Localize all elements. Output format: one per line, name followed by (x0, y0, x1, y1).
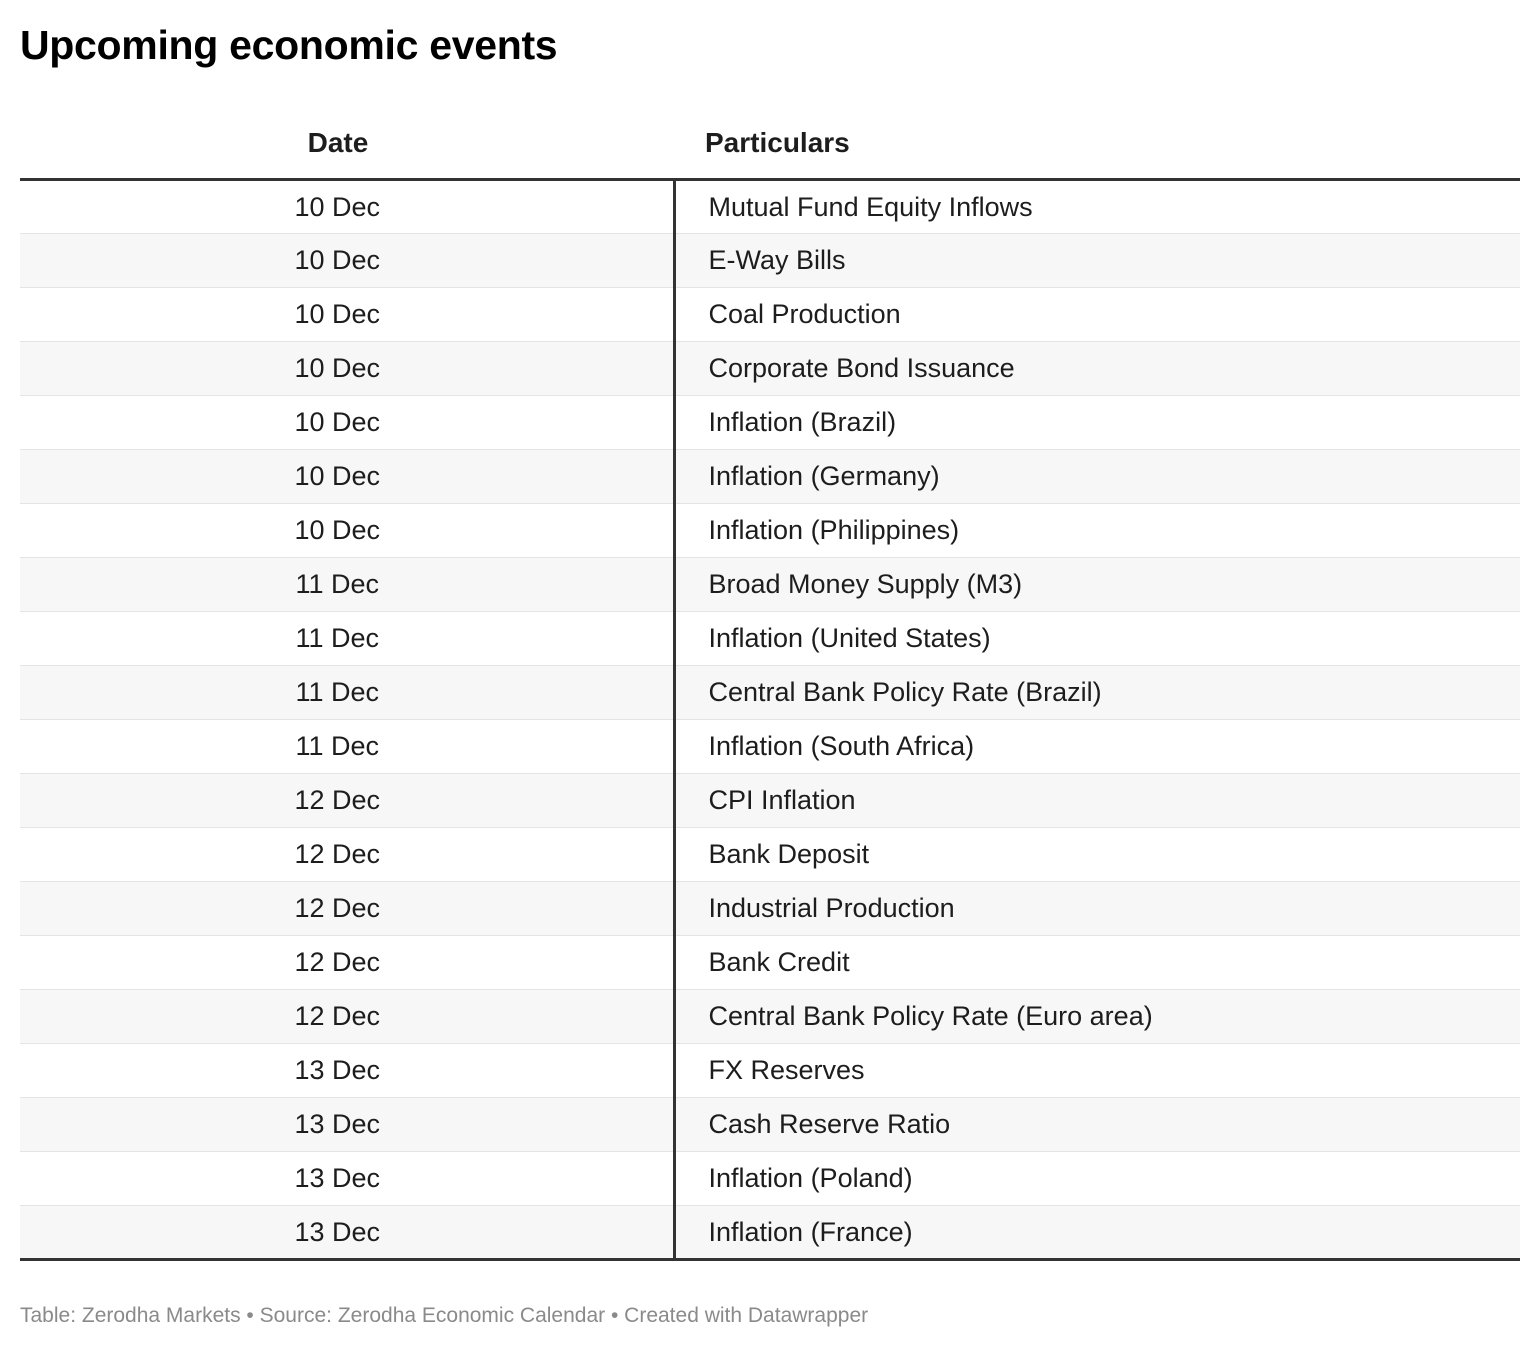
page-title: Upcoming economic events (20, 22, 558, 68)
date-cell: 10 Dec (20, 450, 674, 504)
particulars-cell: Inflation (Germany) (674, 450, 1520, 504)
particulars-cell: Central Bank Policy Rate (Brazil) (674, 666, 1520, 720)
source-footer: Table: Zerodha Markets • Source: Zerodha Economic Calendar • Created with Datawrapper (20, 1304, 869, 1327)
date-cell: 13 Dec (20, 1098, 674, 1152)
date-cell: 12 Dec (20, 936, 674, 990)
table-row (20, 990, 1520, 1044)
particulars-cell: Inflation (Brazil) (674, 396, 1520, 450)
particulars-cell: Inflation (Philippines) (674, 504, 1520, 558)
particulars-cell: Inflation (South Africa) (674, 720, 1520, 774)
table-row (20, 774, 1520, 828)
date-cell: 11 Dec (20, 720, 674, 774)
table-header (20, 108, 1520, 180)
particulars-column-header[interactable]: Particulars (674, 108, 1520, 180)
table-row (20, 882, 1520, 936)
particulars-cell: CPI Inflation (674, 774, 1520, 828)
table-row (20, 1152, 1520, 1206)
date-cell: 10 Dec (20, 180, 674, 234)
particulars-cell: FX Reserves (674, 1044, 1520, 1098)
date-cell: 12 Dec (20, 774, 674, 828)
particulars-cell: Cash Reserve Ratio (674, 1098, 1520, 1152)
date-cell: 10 Dec (20, 288, 674, 342)
table-row (20, 396, 1520, 450)
table-row (20, 450, 1520, 504)
particulars-cell: Inflation (United States) (674, 612, 1520, 666)
date-cell: 12 Dec (20, 882, 674, 936)
date-cell: 10 Dec (20, 234, 674, 288)
date-cell: 10 Dec (20, 504, 674, 558)
date-column-header[interactable]: Date (20, 108, 674, 180)
table-row (20, 180, 1520, 234)
table-row (20, 342, 1520, 396)
date-cell: 10 Dec (20, 396, 674, 450)
date-cell: 12 Dec (20, 990, 674, 1044)
particulars-cell: Broad Money Supply (M3) (674, 558, 1520, 612)
particulars-cell: Inflation (France) (674, 1206, 1520, 1260)
table-row (20, 288, 1520, 342)
table-row (20, 558, 1520, 612)
particulars-cell: E-Way Bills (674, 234, 1520, 288)
table-row (20, 1098, 1520, 1152)
table-row (20, 1206, 1520, 1260)
table-row (20, 1044, 1520, 1098)
header-row (20, 108, 1520, 180)
particulars-cell: Bank Deposit (674, 828, 1520, 882)
date-cell: 13 Dec (20, 1152, 674, 1206)
events-table (20, 108, 1520, 1261)
date-cell: 10 Dec (20, 342, 674, 396)
table-body (20, 180, 1520, 1260)
date-cell: 11 Dec (20, 612, 674, 666)
date-cell: 13 Dec (20, 1044, 674, 1098)
table-row (20, 936, 1520, 990)
particulars-cell: Mutual Fund Equity Inflows (674, 180, 1520, 234)
particulars-cell: Corporate Bond Issuance (674, 342, 1520, 396)
particulars-cell: Inflation (Poland) (674, 1152, 1520, 1206)
date-cell: 11 Dec (20, 666, 674, 720)
date-cell: 12 Dec (20, 828, 674, 882)
table-row (20, 828, 1520, 882)
date-cell: 13 Dec (20, 1206, 674, 1260)
table-row (20, 720, 1520, 774)
particulars-cell: Bank Credit (674, 936, 1520, 990)
events-table-container (20, 108, 1520, 1261)
particulars-cell: Coal Production (674, 288, 1520, 342)
particulars-cell: Central Bank Policy Rate (Euro area) (674, 990, 1520, 1044)
table-row (20, 504, 1520, 558)
table-row (20, 234, 1520, 288)
table-row (20, 666, 1520, 720)
date-cell: 11 Dec (20, 558, 674, 612)
table-row (20, 612, 1520, 666)
particulars-cell: Industrial Production (674, 882, 1520, 936)
